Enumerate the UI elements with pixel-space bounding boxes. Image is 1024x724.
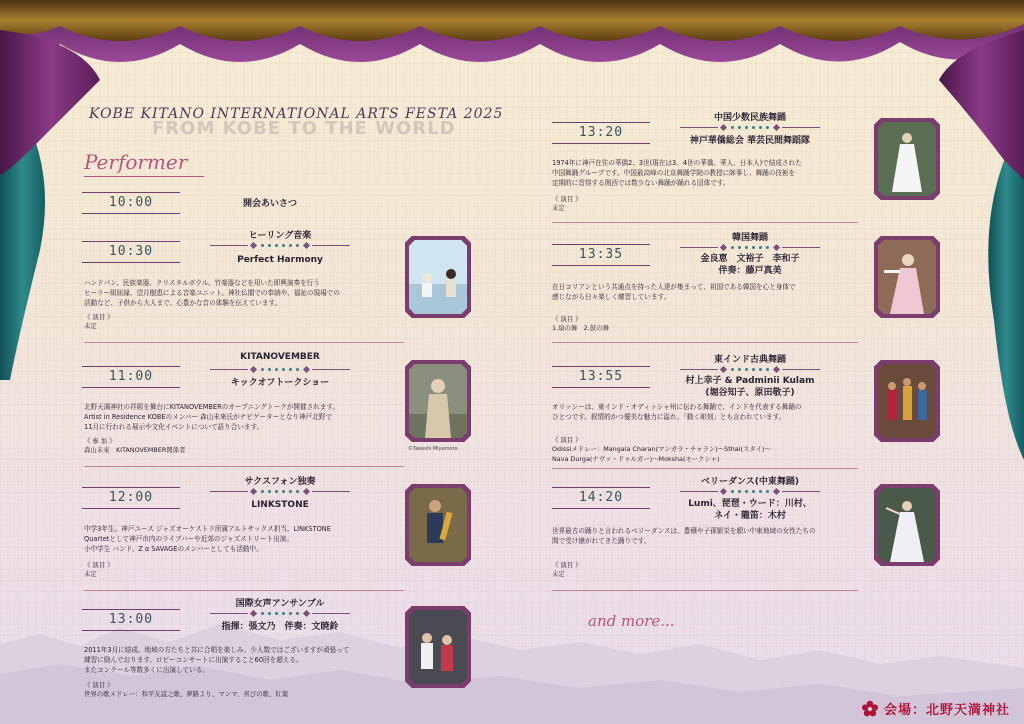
meta-value: Odissiメドレー：Mangala Charan(マンガラ・チャラン)～Sthai(スタイ)～ Nava Durga(ナヴァ・ドゥルガー)～Moksha(モークシャ): [552, 445, 771, 463]
curtain-valance: [0, 0, 1024, 80]
performer-photo: [874, 360, 940, 442]
festival-title: KOBE KITANO INTERNATIONAL ARTS FESTA 2025: [89, 106, 504, 122]
photo-image: [409, 610, 467, 684]
time-slot: 13:35: [552, 244, 650, 266]
time-slot: 14:20: [552, 487, 650, 509]
separator: [84, 466, 404, 467]
meta-value: 未定: [552, 570, 565, 578]
meta-value: 未定: [84, 322, 97, 330]
meta-label: 《 演目 》: [84, 681, 114, 689]
photo-image: [409, 364, 467, 438]
entry-description: 世界最古の踊りと言われるベリーダンスは、豊穣や子孫繁栄を願い中東地域の女性たちの 間で受け継がれてきた踊りです。: [552, 527, 816, 545]
meta-value: 未定: [552, 204, 565, 212]
entry-title: ベリーダンス(中東舞踊): [700, 477, 800, 487]
separator: [552, 468, 858, 469]
entry-title: 中国少数民族舞踊: [713, 113, 786, 123]
entry-description: ハンドパン、民族楽器、クリスタルボウル、竹楽器などを用いた即興演奏を行う ヒーラー組紐縁、望月樹恵による音楽ユニット。神社仏閣での奉納や、福祉の現場での 活動など、子供から大人まで、心豊かな音の体験を伝えています。: [84, 279, 340, 307]
entry-title: ヒーリング音楽: [248, 231, 312, 241]
entry-subtitle: キックオフトークショー: [230, 378, 330, 388]
plum-blossom-icon: [861, 700, 879, 718]
entry-title: サクスフォン独奏: [244, 477, 316, 487]
meta-label: 《 演目 》: [552, 195, 582, 203]
entry-description: オリッシーは、東インド・オディッシャ州に伝わる舞踊で、インドを代表する舞踊の ひとつです。叙情的かつ優美な魅力に溢れ、「動く彫刻」とも言われています。: [552, 403, 802, 421]
entry-title: KITANOVEMBER: [240, 352, 320, 362]
performer-photo: [874, 236, 940, 318]
title-ornament: [680, 366, 820, 372]
time-slot: 10:30: [82, 241, 180, 263]
meta-label: 《 演目 》: [84, 313, 114, 321]
entry-subtitle: 金良恵 文裕子 李和子 伴奏：藤戸真美: [700, 254, 800, 276]
time-slot: 13:55: [552, 366, 650, 388]
entry-title: 東インド古典舞踊: [713, 355, 786, 365]
meta-label: 《 演目 》: [552, 315, 582, 323]
photo-image: [409, 488, 467, 562]
photo-credit: ©Takeshi Miyamoto: [408, 446, 458, 452]
meta-value: 1.扇の舞 2.鼓の舞: [552, 324, 609, 332]
entry-subtitle: 神戸華僑総会 華芸民間舞蹈隊: [689, 136, 811, 146]
title-ornament: [680, 244, 820, 250]
entry-subtitle: LINKSTONE: [251, 500, 309, 510]
performer-photo: [874, 118, 940, 200]
title-ornament: [680, 124, 820, 130]
entry-subtitle: 指揮：張文乃 伴奏：文暁鈴: [221, 622, 339, 632]
festival-subtitle: FROM KOBE TO THE WORLD: [152, 118, 456, 139]
separator: [84, 342, 404, 343]
venue-label: [861, 699, 1010, 718]
time-slot: 12:00: [82, 487, 180, 509]
entry-title: 国際女声アンサンブル: [235, 599, 325, 609]
photo-image: [878, 488, 936, 562]
performer-photo: [405, 484, 471, 566]
meta-label: 《 演目 》: [84, 561, 114, 569]
venue-text: 会場：北野天満神社: [883, 703, 1010, 718]
photo-image: [878, 364, 936, 438]
performer-photo: [874, 484, 940, 566]
meta-label: 《 演目 》: [552, 561, 582, 569]
entry-subtitle: Lumi、琵琶・ウード：川村、 ネイ・龍笛：木村: [688, 499, 812, 521]
title-ornament: [210, 488, 350, 494]
entry-subtitle: 村上幸子 & Padminii Kulam (堀谷知子、原田敬子): [685, 376, 815, 398]
separator: [552, 342, 858, 343]
entry-description: 在日コリアンという共通点を持った人達が集まって、祖国である韓国を心と身体で 感じながら日々楽しく練習しています。: [552, 283, 796, 301]
performer-underline: [84, 176, 204, 177]
performer-photo: [405, 606, 471, 688]
photo-image: [878, 122, 936, 196]
photo-image: [409, 240, 467, 314]
meta-value: 世界の歌メドレー：和平友誼之歌、夢路より、マンマ、喜びの歌、紅葉: [84, 690, 289, 698]
entry-description: 1974年に神戸在住の華僑2、3世(現在は3、4世の華僑、華人、日本人)で結成された 中国舞踊グループです。中国最高峰の北京舞踊学院の教授に師事し、舞踊の技術を 定期的に習得する関西では数少ない舞踊が踊れる団体です。: [552, 159, 802, 187]
meta-label: 《 演目 》: [552, 436, 582, 444]
title-ornament: [210, 242, 350, 248]
time-slot: 11:00: [82, 366, 180, 388]
separator: [552, 590, 858, 591]
entry-description: 2011年3月に結成。地域の方たちと共に合唱を楽しみ、少人数ではございますが頑張って 練習に励んでおります。ロビーコンサートに出演すること60回を超える。 またコンクール等数多くに出演している。: [84, 646, 350, 674]
separator: [552, 222, 858, 223]
entry-subtitle: Perfect Harmony: [237, 255, 323, 265]
meta-value: 森山未來 KITANOVEMBER関係者: [84, 446, 186, 454]
entry-title: 開会あいさつ: [242, 199, 297, 209]
photo-image: [878, 240, 936, 314]
and-more-text: and more...: [588, 612, 675, 630]
entry-description: 中学3年生。神戸ユース ジャズオーケストラ所属アルトサックス担当。LINKSTONE Quartetとして神戸市内のライブバーや近郊のジャズストリート出演。 小中学生 バンド、Z α SAVAGEのメンバーとしても活動中。: [84, 525, 331, 553]
performer-photo: [405, 236, 471, 318]
performer-heading: Performer: [84, 150, 188, 174]
entry-title: 韓国舞踊: [731, 233, 768, 243]
meta-label: 《 参 加 》: [84, 437, 116, 445]
title-ornament: [680, 488, 820, 494]
title-ornament: [210, 610, 350, 616]
time-slot: 10:00: [82, 192, 180, 214]
time-slot: 13:20: [552, 122, 650, 144]
performer-photo: [405, 360, 471, 442]
title-ornament: [210, 366, 350, 372]
meta-value: 未定: [84, 570, 97, 578]
entry-description: 北野天満神社の祥殿を舞台にKITANOVEMBERのオープニングトークが開催されます。 Artist in Residence KOBEのメンバー 森山未來氏がナビゲーターとなり神戸北野で 11月に行われる展示や文化イベントについて語り合います。: [84, 403, 340, 431]
separator: [84, 590, 404, 591]
time-slot: 13:00: [82, 609, 180, 631]
